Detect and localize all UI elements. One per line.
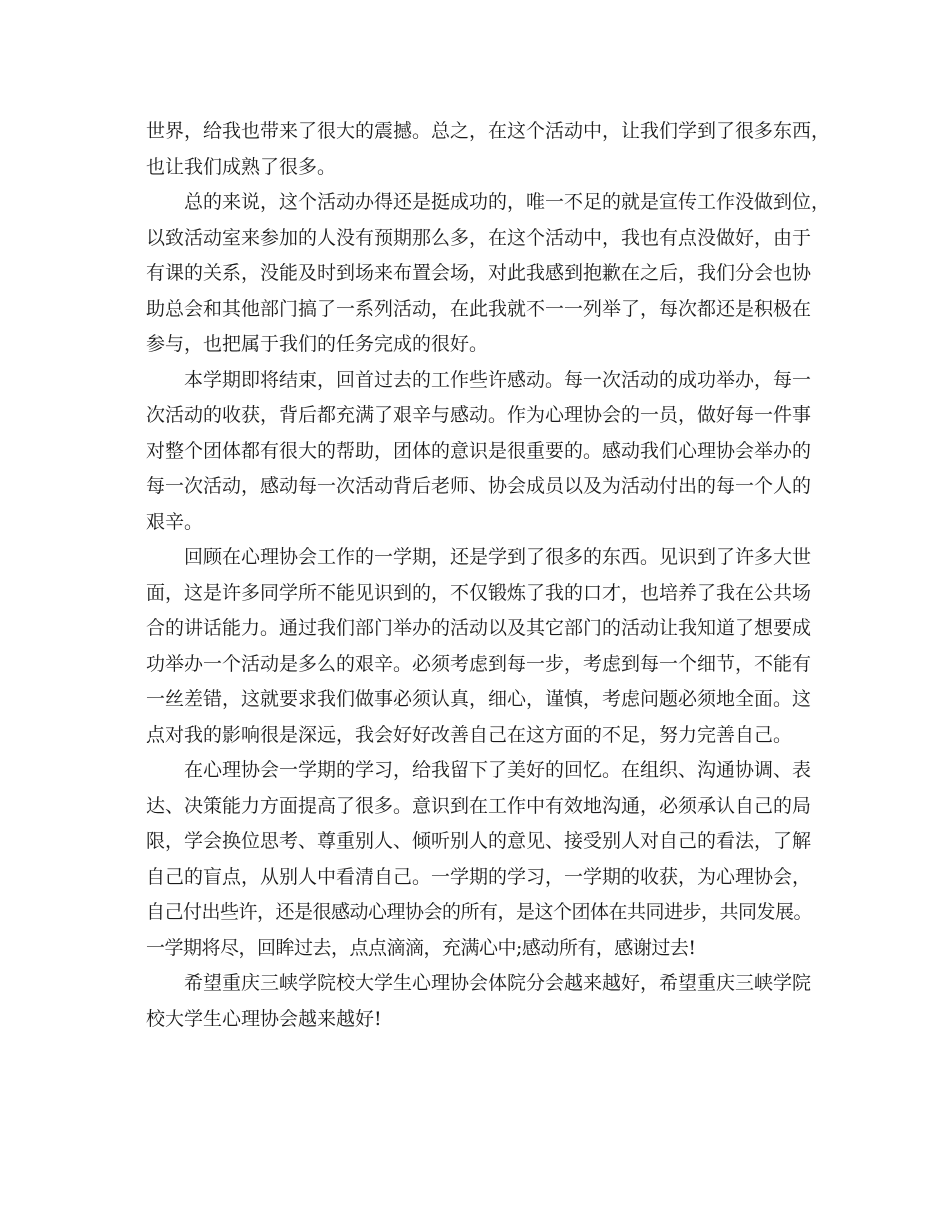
document-body: [146, 114, 831, 1037]
text-line: 限，学会换位思考、尊重别人、倾听别人的意见、接受别人对自己的看法，了解: [146, 830, 812, 852]
paragraph-first-line: 希望重庆三峡学院校大学生心理协会体院分会越来越好，希望重庆三峡学院: [184, 972, 812, 994]
text-line: 参与，也把属于我们的任务完成的很好。: [146, 333, 489, 355]
paragraph-first-line: 总的来说，这个活动办得还是挺成功的，唯一不足的就是宣传工作没做到位，: [184, 191, 831, 213]
text-line: 达、决策能力方面提高了很多。意识到在工作中有效地沟通，必须承认自己的局: [146, 794, 812, 817]
text-line: 一丝差错，这就要求我们做事必须认真，细心，谨慎，考虑问题必须地全面。这: [146, 688, 812, 710]
text-line: 点对我的影响很是深远，我会好好改善自己在这方面的不足，努力完善自己。: [146, 723, 793, 746]
text-line: 功举办一个活动是多么的艰辛。必须考虑到每一步，考虑到每一个细节，不能有: [146, 652, 812, 675]
text-line: 自己付出些许，还是很感动心理协会的所有，是这个团体在共同进步，共同发展。: [146, 901, 813, 923]
text-line: 助总会和其他部门搞了一系列活动，在此我就不一一列举了，每次都还是积极在: [146, 297, 812, 320]
text-line: 一学期将尽，回眸过去，点点滴滴，充满心中;感动所有，感谢过去!: [146, 936, 696, 959]
text-line: 对整个团体都有很大的帮助，团体的意识是很重要的。感动我们心理协会举办的: [146, 439, 812, 462]
text-line: 每一次活动，感动每一次活动背后老师、协会成员以及为活动付出的每一个人的: [146, 475, 812, 497]
text-line: 次活动的收获，背后都充满了艰辛与感动。作为心理协会的一员，做好每一件事: [146, 404, 812, 426]
paragraph-first-line: 回顾在心理协会工作的一学期，还是学到了很多的东西。见识到了许多大世: [184, 546, 812, 568]
paragraph-first-line: 在心理协会一学期的学习，给我留下了美好的回忆。在组织、沟通协调、表: [184, 759, 812, 781]
text-line: 以致活动室来参加的人没有预期那么多，在这个活动中，我也有点没做好，由于: [146, 226, 812, 249]
paragraph-first-line: 本学期即将结束，回首过去的工作些许感动。每一次活动的成功举办，每一: [184, 368, 812, 391]
text-line: 有课的关系，没能及时到场来布置会场，对此我感到抱歉在之后，我们分会也协: [146, 262, 812, 284]
text-line: 自己的盲点，从别人中看清自己。一学期的学习，一学期的收获，为心理协会，: [146, 865, 812, 888]
text-line: 也让我们成熟了很多。: [146, 155, 337, 178]
text-line: 世界，给我也带来了很大的震撼。总之，在这个活动中，让我们学到了很多东西，: [146, 120, 831, 142]
text-line: 校大学生心理协会越来越好!: [146, 1007, 382, 1030]
text-line: 合的讲话能力。通过我们部门举办的活动以及其它部门的活动让我知道了想要成: [146, 617, 812, 639]
text-line: 艰辛。: [146, 510, 204, 533]
text-line: 面，这是许多同学所不能见识到的，不仅锻炼了我的口才，也培养了我在公共场: [146, 581, 812, 604]
